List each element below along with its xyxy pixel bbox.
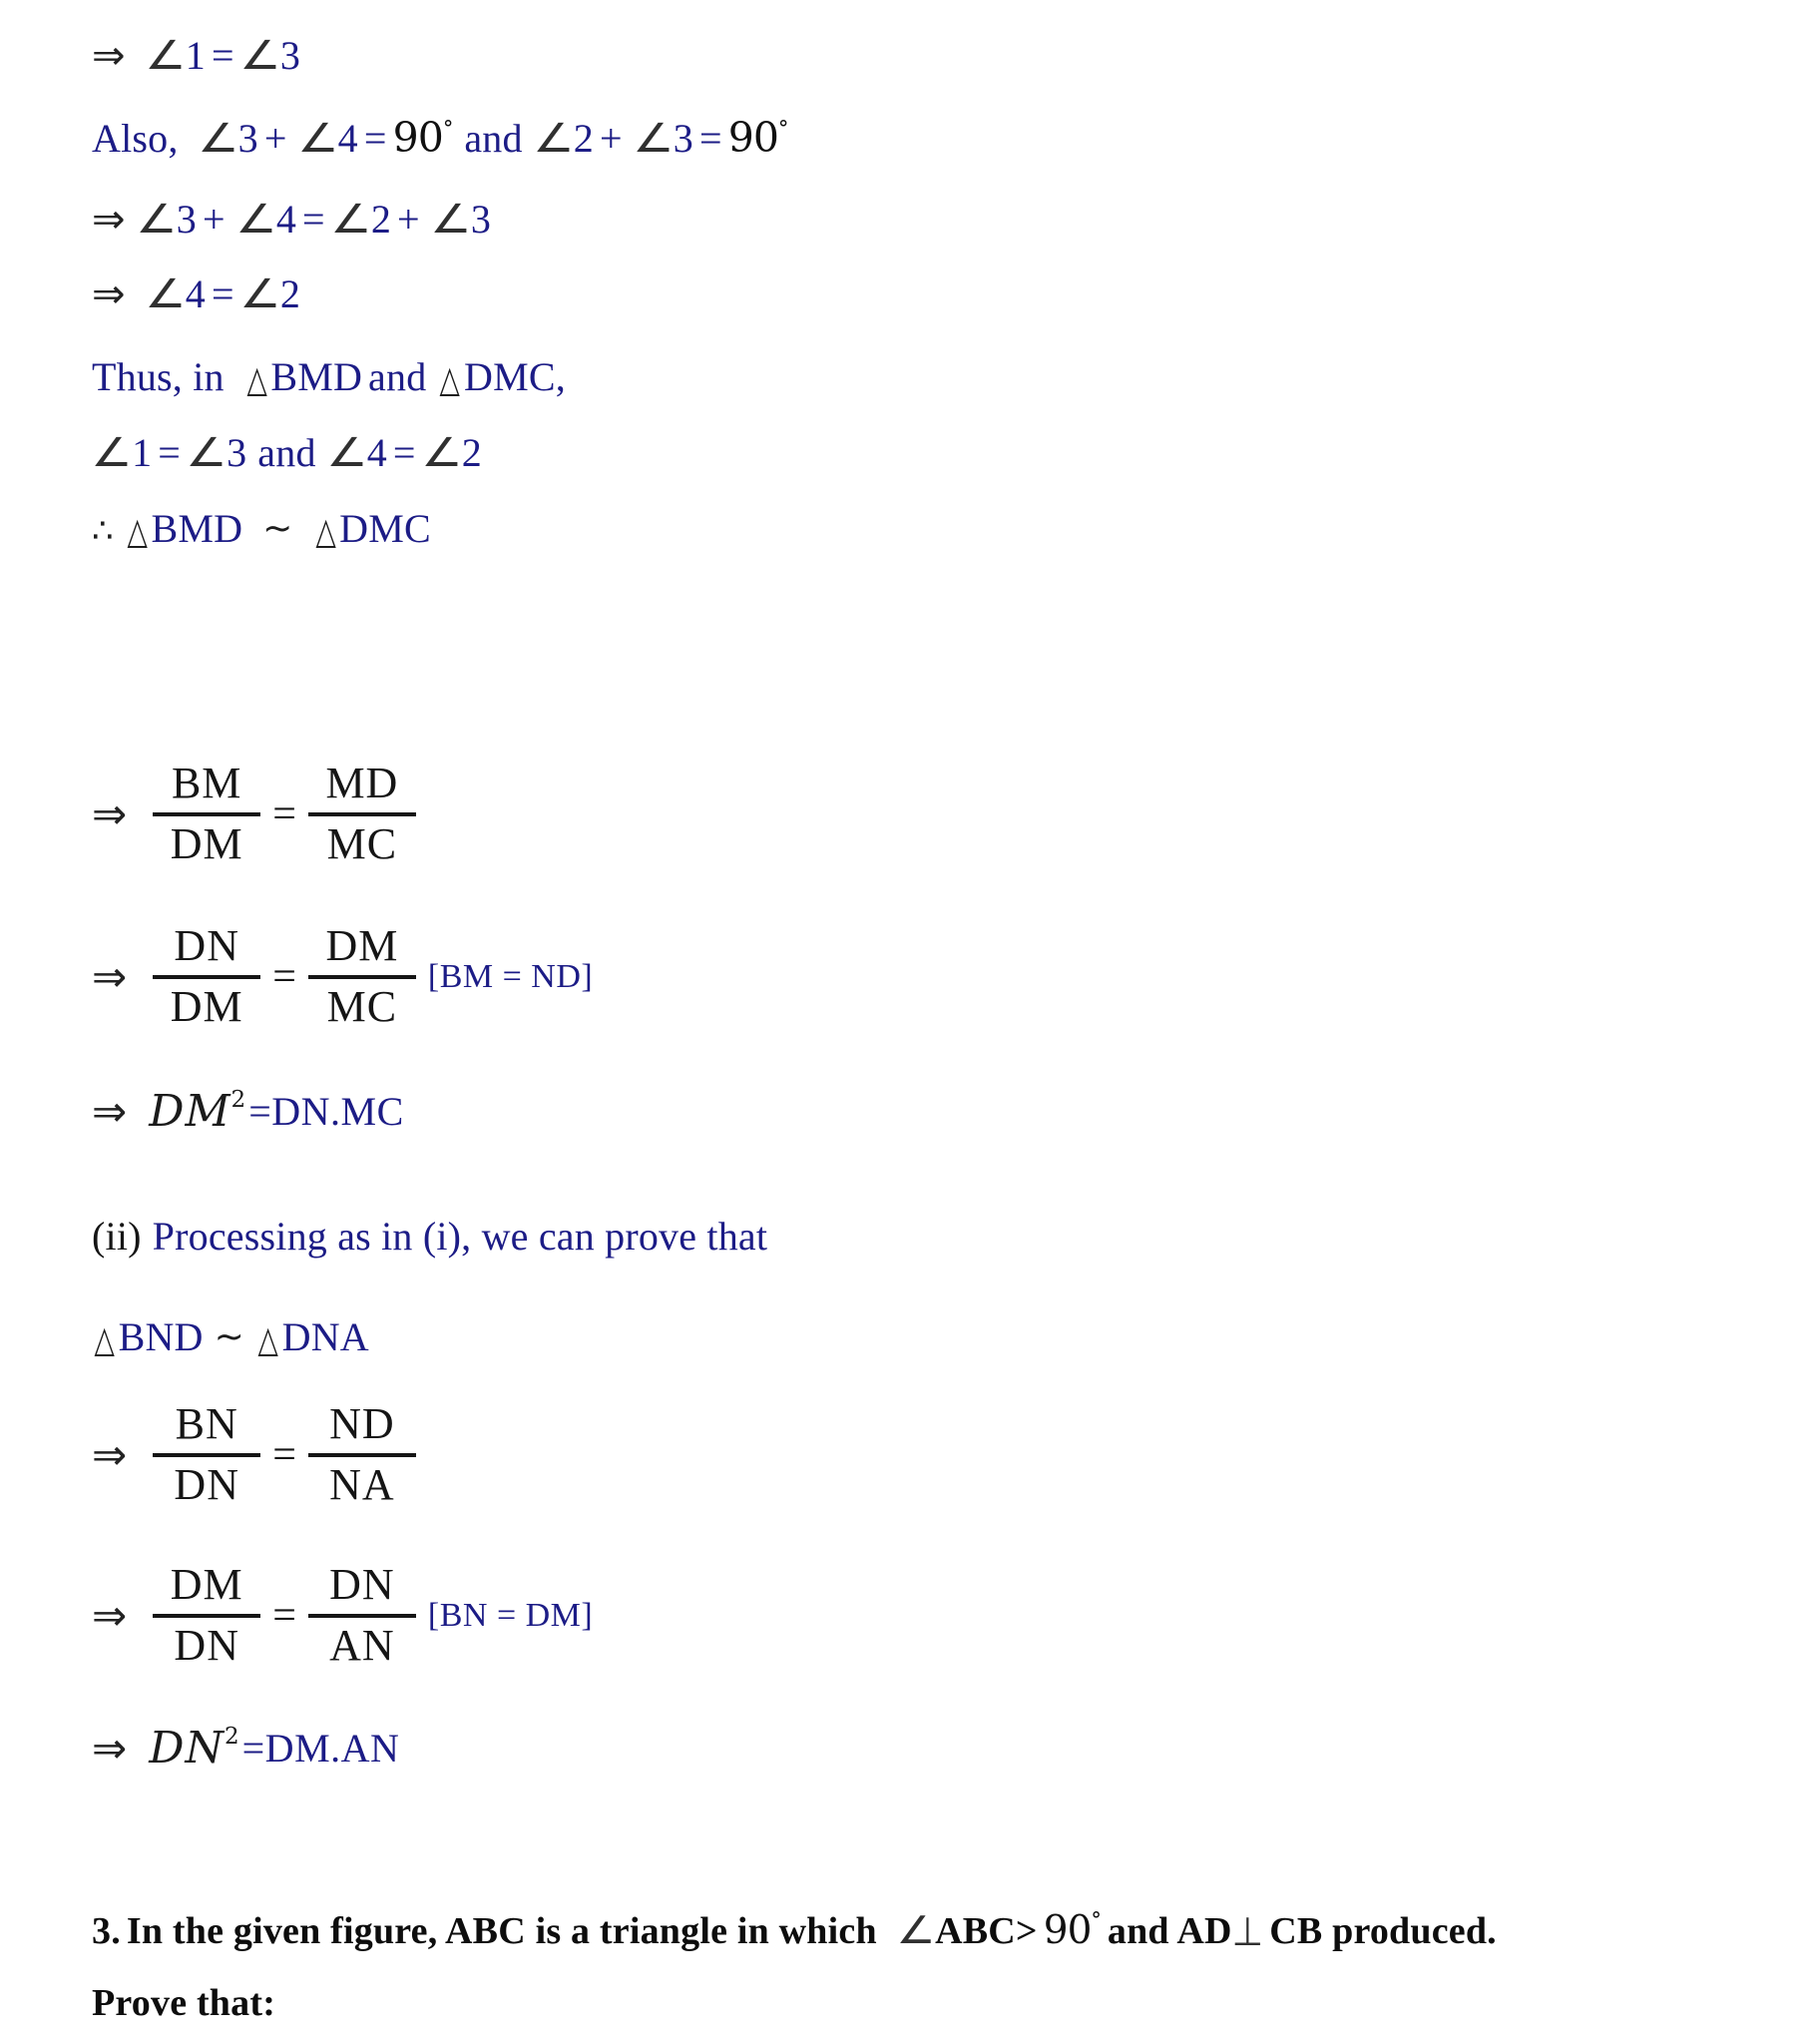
angle-number: 2 <box>461 430 482 475</box>
triangle-name: DMC, <box>464 354 566 399</box>
angle-number: 4 <box>275 197 297 242</box>
conjunction-and: and <box>464 116 523 161</box>
implies-icon: ⇒ <box>92 1430 128 1480</box>
perpendicular-icon: ⊥ <box>1231 1909 1264 1956</box>
fraction-denominator: NA <box>329 1459 395 1509</box>
similar-to-icon: ~ <box>214 1316 245 1357</box>
fraction-bm-over-dm <box>153 761 260 867</box>
angle-number: 4 <box>185 271 206 316</box>
question-text-part-c: CB produced. <box>1269 1910 1497 1952</box>
degree-value-90: 90° <box>1043 1908 1102 1953</box>
equation-note: [BN = DM] <box>427 1596 594 1634</box>
question-number: 3. <box>92 1910 121 1952</box>
equation-dn-dm-dm-mc <box>92 923 593 1030</box>
fraction-md-over-mc <box>308 761 416 867</box>
equation-dm-squared <box>92 1086 404 1137</box>
angle-number: 1 <box>132 430 153 475</box>
fraction-bar <box>308 1614 416 1618</box>
equals-sign: = <box>302 197 325 242</box>
equals-sign: = <box>363 116 387 161</box>
proof-line-substitute-angles <box>92 197 492 243</box>
implies-icon: ⇒ <box>92 789 128 839</box>
fraction-numerator: DM <box>170 1560 243 1609</box>
fraction-bar <box>308 812 416 816</box>
angle-number: 3 <box>227 430 247 475</box>
angle-number: 1 <box>185 33 206 78</box>
equation-note: [BM = ND] <box>427 957 594 995</box>
fraction-bar <box>308 1453 416 1457</box>
equals-sign: = <box>272 1592 296 1639</box>
proof-line-similarity-bnd-dna <box>92 1314 369 1361</box>
equation-bm-dm-md-mc <box>92 761 420 867</box>
triangle-name: DMC <box>339 506 431 551</box>
implies-icon: ⇒ <box>92 1724 128 1773</box>
line-lead-text: Thus, in <box>92 354 225 399</box>
equation-result: =DM.AN <box>241 1726 400 1771</box>
degree-value-90: 90° <box>727 114 789 162</box>
fraction-numerator: DN <box>174 921 239 970</box>
implies-icon: ⇒ <box>92 1591 128 1641</box>
squared-term-dn: $DN^2$ <box>149 1723 240 1774</box>
equals-sign: = <box>272 790 296 837</box>
fraction-dm-over-mc <box>308 923 416 1030</box>
triangle-icon: △ <box>439 356 461 401</box>
squared-term-dm: $DM^2$ <box>149 1086 247 1137</box>
triangle-icon: △ <box>246 356 267 401</box>
angle-number: 2 <box>370 197 392 242</box>
line-lead-text: Also, <box>92 116 179 161</box>
question-3-line-1 <box>92 1908 1497 1956</box>
triangle-name: BMD <box>151 506 243 551</box>
fraction-denominator: MC <box>326 818 398 868</box>
fraction-bn-over-dn <box>153 1401 260 1508</box>
angle-icon: ∠ <box>420 430 463 476</box>
triangle-name: BND <box>118 1314 204 1359</box>
fraction-numerator: ND <box>329 1399 395 1448</box>
angle-number: 3 <box>673 116 693 161</box>
fraction-bar <box>153 1614 260 1618</box>
plus-sign: + <box>599 116 623 161</box>
triangle-icon: △ <box>257 1316 279 1361</box>
equals-sign: = <box>698 116 722 161</box>
angle-number: 3 <box>176 197 197 242</box>
plus-sign: + <box>263 116 287 161</box>
triangle-icon: △ <box>315 508 336 553</box>
fraction-nd-over-na <box>308 1401 416 1508</box>
triangle-icon: △ <box>127 508 148 553</box>
angle-icon: ∠ <box>330 197 372 243</box>
part-number-ii: (ii) <box>92 1214 142 1259</box>
degree-value-90: 90° <box>392 114 454 162</box>
equals-sign: = <box>272 953 296 1000</box>
angle-icon: ∠ <box>896 1908 936 1952</box>
fraction-bar <box>153 975 260 979</box>
angle-icon: ∠ <box>197 116 239 162</box>
angle-icon: ∠ <box>296 116 339 162</box>
angle-icon: ∠ <box>632 116 675 162</box>
proof-line-angle-pairs <box>91 430 482 476</box>
equals-sign: = <box>211 33 234 78</box>
conjunction-and: and <box>368 354 427 399</box>
equation-dm-dn-dn-an <box>92 1562 593 1669</box>
fraction-bar <box>153 812 260 816</box>
angle-icon: ∠ <box>239 33 281 79</box>
implies-icon: ⇒ <box>92 952 128 1002</box>
similar-to-icon: ~ <box>262 508 293 549</box>
proof-line-thus-in-triangles <box>92 354 566 401</box>
equation-dn-squared <box>92 1723 399 1774</box>
question-3-line-2 <box>92 1981 275 2025</box>
angle-icon: ∠ <box>235 197 277 243</box>
fraction-bar <box>308 975 416 979</box>
implies-icon: ⇒ <box>92 197 126 243</box>
angle-number: 2 <box>279 271 301 316</box>
fraction-denominator: DM <box>170 818 243 868</box>
angle-number: 4 <box>337 116 358 161</box>
angle-number: 4 <box>366 430 387 475</box>
implies-icon: ⇒ <box>92 33 126 79</box>
angle-icon: ∠ <box>532 116 575 162</box>
question-text-part-b: and AD <box>1107 1910 1232 1952</box>
proof-line-angle-4-equals-2 <box>92 271 301 317</box>
fraction-dn-over-an <box>308 1562 416 1669</box>
fraction-denominator: AN <box>329 1620 395 1670</box>
angle-icon: ∠ <box>325 430 368 476</box>
fraction-denominator: DM <box>170 981 243 1031</box>
equals-sign: = <box>158 430 182 475</box>
fraction-dn-over-dm <box>153 923 260 1030</box>
equals-sign: = <box>392 430 416 475</box>
plus-sign: + <box>397 197 420 242</box>
conjunction-and: and <box>257 430 316 475</box>
fraction-dm-over-dn <box>153 1562 260 1669</box>
angle-icon: ∠ <box>430 197 472 243</box>
angle-icon: ∠ <box>91 430 133 476</box>
angle-icon: ∠ <box>145 33 187 79</box>
angle-number: 3 <box>470 197 492 242</box>
triangle-name: BMD <box>270 354 363 399</box>
fraction-numerator: MD <box>325 759 399 807</box>
fraction-numerator: DM <box>325 921 399 970</box>
angle-icon: ∠ <box>186 430 227 476</box>
question-angle-abc: ABC> <box>935 1910 1038 1952</box>
fraction-denominator: DN <box>174 1620 239 1670</box>
question-prove-that: Prove that: <box>92 1982 276 2024</box>
equation-bn-dn-nd-na <box>92 1401 420 1508</box>
fraction-denominator: MC <box>326 981 398 1031</box>
fraction-bar <box>153 1453 260 1457</box>
implies-icon: ⇒ <box>92 271 126 317</box>
therefore-icon: ∴ <box>92 511 114 551</box>
fraction-numerator: BN <box>175 1399 238 1448</box>
triangle-icon: △ <box>94 1316 116 1361</box>
part-ii-text: Processing as in (i), we can prove that <box>152 1214 768 1259</box>
angle-icon: ∠ <box>136 197 178 243</box>
question-text-part-a: In the given figure, ABC is a triangle in which <box>126 1910 877 1952</box>
fraction-denominator: DN <box>174 1459 239 1509</box>
equals-sign: = <box>211 271 234 316</box>
proof-line-angle-1-equals-3 <box>92 33 301 79</box>
angle-icon: ∠ <box>145 271 187 317</box>
triangle-name: DNA <box>281 1314 369 1359</box>
proof-line-similarity-bmd-dmc <box>92 506 431 553</box>
fraction-numerator: BM <box>171 759 242 807</box>
implies-icon: ⇒ <box>92 1087 128 1136</box>
proof-line-complementary-angles <box>92 114 789 162</box>
angle-number: 3 <box>237 116 258 161</box>
proof-part-ii-intro <box>92 1214 768 1259</box>
equation-result: =DN.MC <box>248 1089 404 1134</box>
angle-icon: ∠ <box>239 271 281 317</box>
fraction-numerator: DN <box>329 1560 395 1609</box>
angle-number: 3 <box>279 33 301 78</box>
plus-sign: + <box>202 197 226 242</box>
angle-number: 2 <box>573 116 594 161</box>
equals-sign: = <box>272 1431 296 1478</box>
